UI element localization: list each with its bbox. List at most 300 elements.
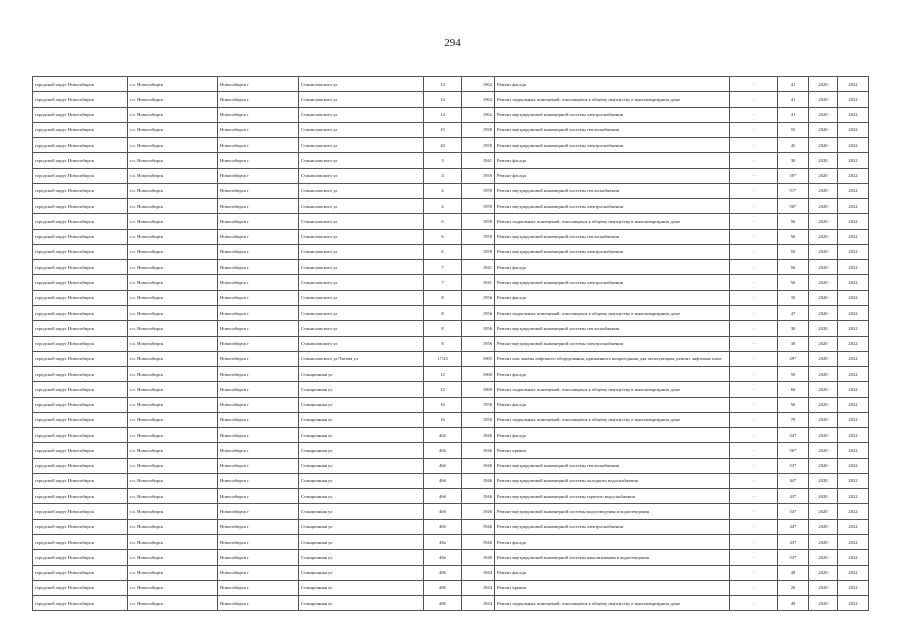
wear-percent-cell: 53*: [778, 458, 809, 473]
work-type-cell: Ремонт внутридомовой инженерной системы холодного водоснабжения: [495, 473, 730, 488]
house-number-cell: 14: [424, 77, 462, 92]
end-year-cell: 2022: [838, 351, 869, 366]
settlement-cell: Новосибирск г: [218, 336, 299, 351]
municipality-cell: городской округ Новосибирск: [33, 351, 128, 366]
end-year-cell: 2022: [838, 473, 869, 488]
district-cell: г.о. Новосибирск: [128, 77, 218, 92]
build-year-cell: 1962: [462, 92, 495, 107]
table-row: [33, 321, 869, 336]
municipality-cell: городской округ Новосибирск: [33, 443, 128, 458]
table-row: [33, 382, 869, 397]
wear-percent-cell: 56: [778, 229, 809, 244]
wear-percent-cell: 44*: [778, 519, 809, 534]
house-number-cell: 46б: [424, 489, 462, 504]
settlement-cell: Новосибирск г: [218, 168, 299, 183]
settlement-cell: Новосибирск г: [218, 290, 299, 305]
district-cell: г.о. Новосибирск: [128, 367, 218, 382]
house-number-cell: 6: [424, 229, 462, 244]
district-cell: г.о. Новосибирск: [128, 504, 218, 519]
wear-percent-cell: 55: [778, 122, 809, 137]
street-cell: Станиславского ул: [299, 199, 424, 214]
build-year-cell: 1962: [462, 77, 495, 92]
dash-cell: -: [730, 382, 778, 397]
district-cell: г.о. Новосибирск: [128, 122, 218, 137]
table-row: [33, 107, 869, 122]
house-number-cell: 12: [424, 367, 462, 382]
start-year-cell: 2020: [809, 168, 838, 183]
build-year-cell: 1940: [462, 550, 495, 565]
street-cell: Станционная ул: [299, 428, 424, 443]
dash-cell: -: [730, 550, 778, 565]
table-row: [33, 77, 869, 92]
district-cell: г.о. Новосибирск: [128, 428, 218, 443]
table-row: [33, 199, 869, 214]
dash-cell: -: [730, 367, 778, 382]
start-year-cell: 2020: [809, 183, 838, 198]
table-row: [33, 443, 869, 458]
table-row: [33, 550, 869, 565]
wear-percent-cell: 49: [778, 565, 809, 580]
district-cell: г.о. Новосибирск: [128, 183, 218, 198]
settlement-cell: Новосибирск г: [218, 428, 299, 443]
street-cell: Станиславского ул: [299, 107, 424, 122]
dash-cell: -: [730, 153, 778, 168]
table-row: [33, 412, 869, 427]
wear-percent-cell: 51*: [778, 183, 809, 198]
build-year-cell: 1956: [462, 305, 495, 320]
work-type-cell: Ремонт крыши: [495, 580, 730, 595]
house-number-cell: 14: [424, 92, 462, 107]
settlement-cell: Новосибирск г: [218, 489, 299, 504]
work-type-cell: Ремонт подвальных помещений, относящихся к общему имуществу в многоквартирном доме: [495, 305, 730, 320]
start-year-cell: 2020: [809, 77, 838, 92]
district-cell: г.о. Новосибирск: [128, 473, 218, 488]
house-number-cell: 17/23: [424, 351, 462, 366]
district-cell: г.о. Новосибирск: [128, 397, 218, 412]
work-type-cell: Ремонт или замена лифтового оборудования, признанного непригодным для эксплуатации, ремонт лифтовых шахт: [495, 351, 730, 366]
district-cell: г.о. Новосибирск: [128, 382, 218, 397]
street-cell: Станционная ул: [299, 519, 424, 534]
build-year-cell: 1946: [462, 504, 495, 519]
start-year-cell: 2020: [809, 244, 838, 259]
end-year-cell: 2022: [838, 122, 869, 137]
end-year-cell: 2022: [838, 183, 869, 198]
wear-percent-cell: 50: [778, 367, 809, 382]
dash-cell: -: [730, 290, 778, 305]
build-year-cell: 1958: [462, 122, 495, 137]
build-year-cell: 1959: [462, 168, 495, 183]
district-cell: г.о. Новосибирск: [128, 168, 218, 183]
house-number-cell: 14: [424, 107, 462, 122]
street-cell: Станционная ул: [299, 565, 424, 580]
end-year-cell: 2022: [838, 412, 869, 427]
street-cell: Станционная ул: [299, 504, 424, 519]
start-year-cell: 2020: [809, 305, 838, 320]
work-type-cell: Ремонт внутридомовой инженерной системы электроснабжения: [495, 275, 730, 290]
municipality-cell: городской округ Новосибирск: [33, 305, 128, 320]
dash-cell: -: [730, 199, 778, 214]
table-row: [33, 473, 869, 488]
table-row: [33, 351, 869, 366]
district-cell: г.о. Новосибирск: [128, 336, 218, 351]
district-cell: г.о. Новосибирск: [128, 596, 218, 611]
district-cell: г.о. Новосибирск: [128, 489, 218, 504]
table-row: [33, 397, 869, 412]
wear-percent-cell: 54*: [778, 504, 809, 519]
table-row: [33, 596, 869, 611]
work-type-cell: Ремонт внутридомовой инженерной системы теплоснабжения: [495, 229, 730, 244]
build-year-cell: 1941: [462, 260, 495, 275]
district-cell: г.о. Новосибирск: [128, 229, 218, 244]
start-year-cell: 2020: [809, 458, 838, 473]
street-cell: Станиславского ул: [299, 168, 424, 183]
end-year-cell: 2022: [838, 428, 869, 443]
settlement-cell: Новосибирск г: [218, 321, 299, 336]
municipality-cell: городской округ Новосибирск: [33, 458, 128, 473]
wear-percent-cell: 53*: [778, 550, 809, 565]
start-year-cell: 2020: [809, 550, 838, 565]
table-row: [33, 229, 869, 244]
start-year-cell: 2020: [809, 412, 838, 427]
end-year-cell: 2022: [838, 244, 869, 259]
work-type-cell: Ремонт крыши: [495, 443, 730, 458]
dash-cell: -: [730, 458, 778, 473]
dash-cell: -: [730, 443, 778, 458]
work-type-cell: Ремонт внутридомовой инженерной системы электроснабжения: [495, 519, 730, 534]
street-cell: Станиславского ул: [299, 77, 424, 92]
street-cell: Станиславского ул: [299, 92, 424, 107]
work-type-cell: Ремонт фасада: [495, 397, 730, 412]
wear-percent-cell: 44*: [778, 473, 809, 488]
dash-cell: -: [730, 92, 778, 107]
settlement-cell: Новосибирск г: [218, 92, 299, 107]
house-number-cell: 46б: [424, 473, 462, 488]
settlement-cell: Новосибирск г: [218, 580, 299, 595]
table-row: [33, 305, 869, 320]
house-number-cell: 48а: [424, 534, 462, 549]
dash-cell: -: [730, 321, 778, 336]
start-year-cell: 2020: [809, 580, 838, 595]
dash-cell: -: [730, 183, 778, 198]
district-cell: г.о. Новосибирск: [128, 443, 218, 458]
end-year-cell: 2022: [838, 550, 869, 565]
municipality-cell: городской округ Новосибирск: [33, 199, 128, 214]
settlement-cell: Новосибирск г: [218, 367, 299, 382]
work-type-cell: Ремонт внутридомовой инженерной системы горячего водоснабжения: [495, 489, 730, 504]
house-number-cell: 46б: [424, 458, 462, 473]
work-type-cell: Ремонт внутридомовой инженерной системы теплоснабжения: [495, 458, 730, 473]
district-cell: г.о. Новосибирск: [128, 351, 218, 366]
table-row: [33, 168, 869, 183]
dash-cell: -: [730, 275, 778, 290]
table-row: [33, 580, 869, 595]
work-type-cell: Ремонт внутридомовой инженерной системы электроснабжения: [495, 199, 730, 214]
work-type-cell: Ремонт фасада: [495, 565, 730, 580]
work-type-cell: Ремонт внутридомовой инженерной системы электроснабжения: [495, 107, 730, 122]
settlement-cell: Новосибирск г: [218, 458, 299, 473]
settlement-cell: Новосибирск г: [218, 504, 299, 519]
house-number-cell: 46б: [424, 428, 462, 443]
street-cell: Станиславского ул: [299, 122, 424, 137]
build-year-cell: 1956: [462, 336, 495, 351]
start-year-cell: 2020: [809, 504, 838, 519]
municipality-cell: городской округ Новосибирск: [33, 275, 128, 290]
district-cell: г.о. Новосибирск: [128, 244, 218, 259]
build-year-cell: 1950: [462, 412, 495, 427]
wear-percent-cell: 41: [778, 107, 809, 122]
dash-cell: -: [730, 244, 778, 259]
build-year-cell: 1940: [462, 534, 495, 549]
house-number-cell: 46б: [424, 519, 462, 534]
municipality-cell: городской округ Новосибирск: [33, 92, 128, 107]
municipality-cell: городской округ Новосибирск: [33, 596, 128, 611]
settlement-cell: Новосибирск г: [218, 565, 299, 580]
district-cell: г.о. Новосибирск: [128, 534, 218, 549]
house-number-cell: 8: [424, 290, 462, 305]
end-year-cell: 2022: [838, 107, 869, 122]
build-year-cell: 1944: [462, 580, 495, 595]
municipality-cell: городской округ Новосибирск: [33, 473, 128, 488]
table-row: [33, 290, 869, 305]
dash-cell: -: [730, 504, 778, 519]
wear-percent-cell: 41: [778, 92, 809, 107]
start-year-cell: 2020: [809, 153, 838, 168]
house-number-cell: 48б: [424, 580, 462, 595]
end-year-cell: 2022: [838, 153, 869, 168]
settlement-cell: Новосибирск г: [218, 122, 299, 137]
work-type-cell: Ремонт фасада: [495, 77, 730, 92]
district-cell: г.о. Новосибирск: [128, 275, 218, 290]
work-type-cell: Ремонт внутридомовой инженерной системы теплоснабжения: [495, 122, 730, 137]
end-year-cell: 2022: [838, 138, 869, 153]
street-cell: Станционная ул: [299, 397, 424, 412]
end-year-cell: 2022: [838, 458, 869, 473]
end-year-cell: 2022: [838, 580, 869, 595]
house-number-cell: 8: [424, 321, 462, 336]
table-row: [33, 92, 869, 107]
municipality-cell: городской округ Новосибирск: [33, 550, 128, 565]
table-row: [33, 183, 869, 198]
municipality-cell: городской округ Новосибирск: [33, 77, 128, 92]
work-type-cell: Ремонт внутридомовой инженерной системы водоотведения и водоотведения: [495, 504, 730, 519]
street-cell: Станционная ул: [299, 580, 424, 595]
house-number-cell: 6: [424, 214, 462, 229]
table-row: [33, 336, 869, 351]
settlement-cell: Новосибирск г: [218, 412, 299, 427]
start-year-cell: 2020: [809, 443, 838, 458]
build-year-cell: 1946: [462, 428, 495, 443]
street-cell: Станиславского ул: [299, 275, 424, 290]
end-year-cell: 2022: [838, 443, 869, 458]
table-row: [33, 367, 869, 382]
capital-repair-table: [32, 76, 869, 611]
start-year-cell: 2020: [809, 382, 838, 397]
street-cell: Станиславского ул: [299, 260, 424, 275]
dash-cell: -: [730, 397, 778, 412]
wear-percent-cell: 20: [778, 580, 809, 595]
end-year-cell: 2022: [838, 214, 869, 229]
build-year-cell: 1965: [462, 351, 495, 366]
street-cell: Станционная ул: [299, 367, 424, 382]
work-type-cell: Ремонт внутридомовой инженерной системы электроснабжения: [495, 336, 730, 351]
street-cell: Станиславского ул: [299, 183, 424, 198]
settlement-cell: Новосибирск г: [218, 244, 299, 259]
wear-percent-cell: 30: [778, 321, 809, 336]
dash-cell: -: [730, 214, 778, 229]
district-cell: г.о. Новосибирск: [128, 199, 218, 214]
settlement-cell: Новосибирск г: [218, 183, 299, 198]
wear-percent-cell: 56: [778, 397, 809, 412]
build-year-cell: 1959: [462, 138, 495, 153]
table-row: [33, 122, 869, 137]
table-row: [33, 534, 869, 549]
street-cell: Станционная ул: [299, 550, 424, 565]
house-number-cell: 6: [424, 244, 462, 259]
table-row: [33, 138, 869, 153]
start-year-cell: 2020: [809, 214, 838, 229]
start-year-cell: 2020: [809, 275, 838, 290]
dash-cell: -: [730, 305, 778, 320]
build-year-cell: 1959: [462, 183, 495, 198]
dash-cell: -: [730, 489, 778, 504]
wear-percent-cell: 50*: [778, 168, 809, 183]
municipality-cell: городской округ Новосибирск: [33, 244, 128, 259]
start-year-cell: 2020: [809, 489, 838, 504]
table-row: [33, 153, 869, 168]
wear-percent-cell: 29*: [778, 351, 809, 366]
end-year-cell: 2022: [838, 305, 869, 320]
settlement-cell: Новосибирск г: [218, 275, 299, 290]
end-year-cell: 2022: [838, 534, 869, 549]
wear-percent-cell: 41: [778, 77, 809, 92]
street-cell: Станционная ул: [299, 534, 424, 549]
municipality-cell: городской округ Новосибирск: [33, 336, 128, 351]
dash-cell: -: [730, 138, 778, 153]
street-cell: Станиславского ул: [299, 305, 424, 320]
municipality-cell: городской округ Новосибирск: [33, 367, 128, 382]
end-year-cell: 2022: [838, 336, 869, 351]
settlement-cell: Новосибирск г: [218, 351, 299, 366]
municipality-cell: городской округ Новосибирск: [33, 260, 128, 275]
dash-cell: -: [730, 596, 778, 611]
start-year-cell: 2020: [809, 565, 838, 580]
street-cell: Станиславского ул: [299, 290, 424, 305]
dash-cell: -: [730, 519, 778, 534]
work-type-cell: Ремонт фасада: [495, 290, 730, 305]
municipality-cell: городской округ Новосибирск: [33, 183, 128, 198]
dash-cell: -: [730, 580, 778, 595]
build-year-cell: 1944: [462, 596, 495, 611]
work-type-cell: Ремонт подвальных помещений, относящихся к общему имуществу в многоквартирном доме: [495, 214, 730, 229]
municipality-cell: городской округ Новосибирск: [33, 214, 128, 229]
settlement-cell: Новосибирск г: [218, 107, 299, 122]
start-year-cell: 2020: [809, 199, 838, 214]
wear-percent-cell: 43*: [778, 534, 809, 549]
work-type-cell: Ремонт внутридомовой инженерной системы теплоснабжения: [495, 321, 730, 336]
build-year-cell: 1962: [462, 107, 495, 122]
dash-cell: -: [730, 428, 778, 443]
house-number-cell: 48б: [424, 565, 462, 580]
end-year-cell: 2022: [838, 519, 869, 534]
street-cell: Станиславского ул: [299, 153, 424, 168]
district-cell: г.о. Новосибирск: [128, 580, 218, 595]
work-type-cell: Ремонт фасада: [495, 168, 730, 183]
end-year-cell: 2022: [838, 77, 869, 92]
start-year-cell: 2020: [809, 473, 838, 488]
wear-percent-cell: 30: [778, 336, 809, 351]
work-type-cell: Ремонт внутридомовой инженерной системы теплоснабжения: [495, 183, 730, 198]
street-cell: Станционная ул: [299, 473, 424, 488]
settlement-cell: Новосибирск г: [218, 473, 299, 488]
municipality-cell: городской округ Новосибирск: [33, 580, 128, 595]
street-cell: Станиславского ул: [299, 214, 424, 229]
build-year-cell: 1959: [462, 229, 495, 244]
municipality-cell: городской округ Новосибирск: [33, 138, 128, 153]
build-year-cell: 1944: [462, 565, 495, 580]
build-year-cell: 1946: [462, 458, 495, 473]
work-type-cell: Ремонт подвальных помещений, относящихся к общему имуществу в многоквартирном доме: [495, 92, 730, 107]
end-year-cell: 2022: [838, 290, 869, 305]
table-row: [33, 214, 869, 229]
dash-cell: -: [730, 107, 778, 122]
municipality-cell: городской округ Новосибирск: [33, 412, 128, 427]
wear-percent-cell: 43*: [778, 489, 809, 504]
work-type-cell: Ремонт фасада: [495, 260, 730, 275]
house-number-cell: 3: [424, 153, 462, 168]
settlement-cell: Новосибирск г: [218, 260, 299, 275]
settlement-cell: Новосибирск г: [218, 596, 299, 611]
work-type-cell: Ремонт фасада: [495, 153, 730, 168]
work-type-cell: Ремонт фасада: [495, 367, 730, 382]
end-year-cell: 2022: [838, 504, 869, 519]
table-row: [33, 260, 869, 275]
dash-cell: -: [730, 229, 778, 244]
start-year-cell: 2020: [809, 260, 838, 275]
house-number-cell: 15: [424, 122, 462, 137]
end-year-cell: 2022: [838, 260, 869, 275]
end-year-cell: 2022: [838, 168, 869, 183]
wear-percent-cell: 49: [778, 596, 809, 611]
table-row: [33, 244, 869, 259]
start-year-cell: 2020: [809, 534, 838, 549]
wear-percent-cell: 54*: [778, 428, 809, 443]
start-year-cell: 2020: [809, 321, 838, 336]
end-year-cell: 2022: [838, 275, 869, 290]
work-type-cell: Ремонт подвальных помещений, относящихся к общему имуществу в многоквартирном доме: [495, 596, 730, 611]
street-cell: Станционная ул: [299, 458, 424, 473]
street-cell: Станиславского ул/Титова ул: [299, 351, 424, 366]
table-row: [33, 458, 869, 473]
street-cell: Станиславского ул: [299, 138, 424, 153]
build-year-cell: 1941: [462, 275, 495, 290]
work-type-cell: Ремонт внутридомовой инженерной системы электроснабжения: [495, 244, 730, 259]
wear-percent-cell: 30: [778, 153, 809, 168]
district-cell: г.о. Новосибирск: [128, 565, 218, 580]
house-number-cell: 8: [424, 305, 462, 320]
street-cell: Станционная ул: [299, 412, 424, 427]
dash-cell: -: [730, 565, 778, 580]
work-type-cell: Ремонт фасада: [495, 428, 730, 443]
settlement-cell: Новосибирск г: [218, 138, 299, 153]
settlement-cell: Новосибирск г: [218, 550, 299, 565]
municipality-cell: городской округ Новосибирск: [33, 290, 128, 305]
wear-percent-cell: 56*: [778, 443, 809, 458]
street-cell: Станционная ул: [299, 443, 424, 458]
start-year-cell: 2020: [809, 428, 838, 443]
wear-percent-cell: 60: [778, 382, 809, 397]
street-cell: Станционная ул: [299, 489, 424, 504]
start-year-cell: 2020: [809, 336, 838, 351]
